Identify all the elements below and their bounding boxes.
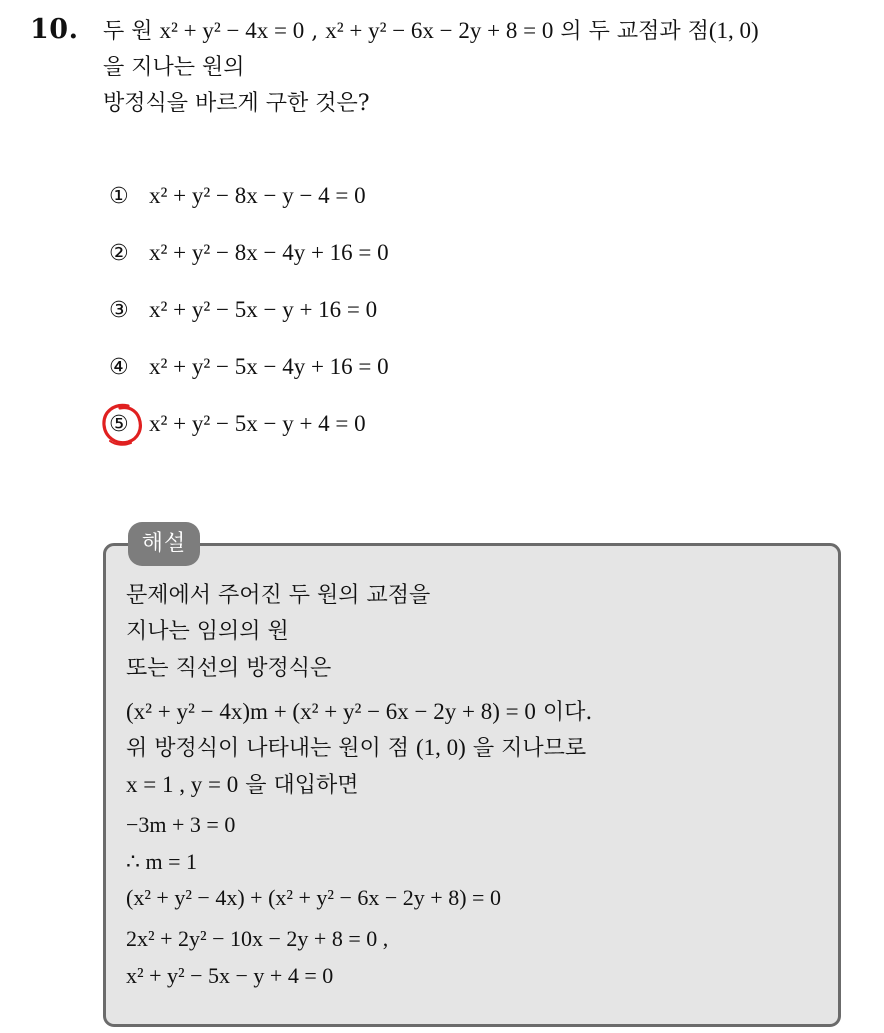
solution-line-2: 지나는 임의의 원 [126, 619, 289, 644]
solution-line-8: ∴ m = 1 [126, 849, 198, 874]
solution-line-4 [126, 697, 592, 728]
question-line-3: 방정식을 바르게 구한 것은? [103, 91, 370, 116]
solution-line-1: 문제에서 주어진 두 원의 교점을 [126, 583, 431, 608]
solution-line-9: (x² + y² − 4x) + (x² + y² − 6x − 2y + 8) = 0 [126, 885, 501, 910]
solution-line-4-text: 이다. [535, 700, 593, 725]
question-suffix: 의 두 교점과 점 [553, 19, 709, 44]
circle-equation-2: x² + y² − 6x − 2y + 8 = 0 [325, 18, 554, 43]
solution-point: (1, 0) [416, 735, 466, 760]
substitution-values: x = 1 , y = 0 [126, 772, 239, 797]
choice-number: ② [109, 241, 129, 266]
circle-equation-1: x² + y² − 4x = 0 [159, 18, 305, 43]
solution-line-6 [126, 770, 358, 801]
question-line-1 [103, 16, 759, 47]
choice-equation: x² + y² − 5x − 4y + 16 = 0 [149, 354, 389, 379]
choice-equation: x² + y² − 5x − y + 4 = 0 [149, 411, 366, 436]
question-prefix: 두 원 [103, 19, 160, 44]
choice-number: ⑤ [109, 412, 129, 437]
choice-4[interactable] [109, 352, 389, 383]
choice-3[interactable] [109, 295, 377, 326]
choice-number: ① [109, 184, 129, 209]
choice-1[interactable] [109, 181, 366, 212]
choice-2[interactable] [109, 238, 389, 269]
answer-circle-mark-icon [98, 400, 146, 448]
solution-line-3: 또는 직선의 방정식은 [126, 656, 332, 681]
question-number: 10. [30, 14, 79, 45]
equation-separator: , [304, 19, 326, 44]
solution-line-5-prefix: 위 방정식이 나타내는 원이 점 [126, 736, 416, 761]
choice-equation: x² + y² − 8x − y − 4 = 0 [149, 183, 366, 208]
choice-number: ④ [109, 355, 129, 380]
solution-line-11: x² + y² − 5x − y + 4 = 0 [126, 963, 334, 988]
choice-5[interactable] [109, 409, 366, 440]
choice-number: ③ [109, 298, 129, 323]
family-equation: (x² + y² − 4x)m + (x² + y² − 6x − 2y + 8) = 0 [126, 699, 536, 724]
solution-line-6-text: 을 대입하면 [238, 773, 359, 798]
solution-line-10: 2x² + 2y² − 10x − 2y + 8 = 0 , [126, 926, 389, 951]
solution-line-5-suffix: 을 지나므로 [465, 736, 587, 761]
solution-tab: 해설 [128, 522, 200, 566]
solution-line-5 [126, 733, 586, 764]
question-line-2: 을 지나는 원의 [103, 55, 245, 80]
choice-equation: x² + y² − 8x − 4y + 16 = 0 [149, 240, 389, 265]
choice-equation: x² + y² − 5x − y + 16 = 0 [149, 297, 378, 322]
given-point: (1, 0) [708, 18, 759, 43]
solution-line-7: −3m + 3 = 0 [126, 812, 236, 837]
